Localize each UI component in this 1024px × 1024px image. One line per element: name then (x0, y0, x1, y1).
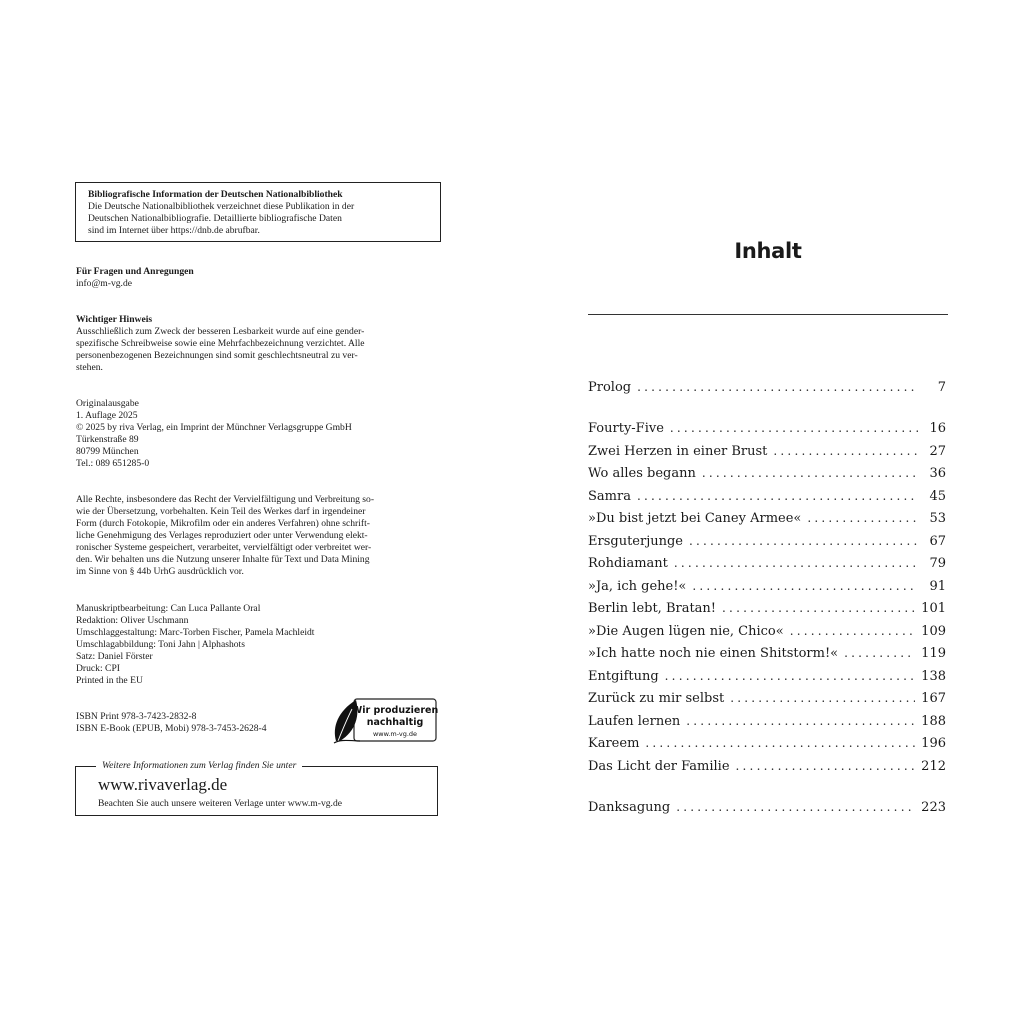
bib-info-line: Deutschen Nationalbibliografie. Detaillierte bibliografische Daten (88, 213, 342, 224)
toc-label: »Ja, ich gehe!« (588, 578, 687, 594)
rights-line: ronischer Systeme gespeichert, verarbeitet, vervielfältigt oder verbreitet wer- (76, 542, 372, 553)
rights-line: Form (durch Fotokopie, Mikrofilm oder ein anderes Verfahren) ohne schrift- (76, 518, 370, 529)
rights-line: im Sinne von § 44b UrhG ausdrücklich vor. (76, 566, 244, 577)
toc-leader (645, 736, 915, 750)
sustainability-badge (330, 697, 438, 745)
important-notice (76, 314, 436, 374)
bib-info-line: Die Deutsche Nationalbibliothek verzeichnet diese Publikation in der (88, 201, 355, 212)
toc-label: Wo alles begann (588, 466, 696, 481)
toc-page-number: 67 (929, 533, 946, 549)
toc-page-number: 27 (929, 443, 946, 459)
imprint-line: © 2025 by riva Verlag, ein Imprint der Münchner Verlagsgruppe GmbH (76, 422, 352, 433)
toc-leader (686, 714, 915, 728)
toc-leader (674, 556, 918, 570)
imprint-line: 80799 München (76, 446, 139, 457)
notice-line: Ausschließlich zum Zweck der besseren Lesbarkeit wurde auf eine gender- (76, 326, 365, 337)
title-divider (588, 314, 948, 315)
credit-line: Printed in the EU (76, 675, 143, 686)
toc-page-number: 7 (937, 380, 946, 395)
toc-leader (730, 691, 915, 705)
toc-leader (692, 579, 918, 593)
rights-notice (76, 494, 437, 578)
notice-heading: Wichtiger Hinweis (76, 314, 153, 325)
imprint-line: 1. Auflage 2025 (76, 410, 138, 421)
toc-leader (637, 489, 918, 503)
toc-label: Rohdiamant (588, 556, 668, 571)
toc-page-number: 91 (929, 578, 946, 594)
credit-line: Umschlaggestaltung: Marc-Torben Fischer, Pamela Machleidt (76, 627, 315, 638)
badge-line-1: Wir produzieren (351, 705, 438, 716)
rights-line: Alle Rechte, insbesondere das Recht der Vervielfältigung und Verbreitung so- (76, 494, 375, 505)
toc-page-number: 53 (929, 511, 946, 526)
leaf-icon (330, 697, 438, 745)
publisher-info-box (75, 760, 438, 816)
isbn-section (76, 711, 326, 735)
toc-page-number: 196 (921, 736, 946, 751)
credit-line: Druck: CPI (76, 663, 120, 674)
toc-entry[interactable] (588, 444, 946, 464)
toc-leader (670, 421, 918, 435)
toc-entry[interactable] (588, 714, 946, 734)
rights-line: liche Genehmigung des Verlages reproduziert oder unter Verwendung elekt- (76, 530, 368, 541)
imprint-line: Türkenstraße 89 (76, 434, 139, 445)
toc-page-number: 138 (921, 668, 946, 684)
toc-page-number: 79 (929, 556, 946, 571)
toc-leader (773, 444, 918, 458)
toc-entry[interactable] (588, 421, 946, 441)
toc-label: Zurück zu mir selbst (588, 691, 725, 706)
publisher-note: Beachten Sie auch unsere weiteren Verlage unter www.m-vg.de (98, 798, 343, 809)
toc-label: Berlin lebt, Bratan! (588, 601, 717, 616)
toc-entry[interactable] (588, 466, 946, 486)
toc-label: »Du bist jetzt bei Caney Armee« (588, 511, 802, 526)
toc-label: »Die Augen lügen nie, Chico« (588, 623, 784, 639)
toc-leader (790, 624, 915, 638)
credit-line: Redaktion: Oliver Uschmann (76, 615, 189, 626)
publisher-box-legend: Weitere Informationen zum Verlag finden Sie unter (96, 760, 302, 772)
toc-page-number: 45 (929, 488, 946, 504)
toc-label: Zwei Herzen in einer Brust (588, 443, 768, 459)
notice-line: personenbezogenen Bezeichnungen sind somit geschlechtsneutral zu ver- (76, 350, 358, 361)
rights-line: wie der Übersetzung, vorbehalten. Kein Teil des Werkes darf in irgendeiner (76, 506, 366, 517)
toc-leader (689, 534, 918, 548)
toc-page-number: 188 (921, 713, 946, 729)
toc-entry[interactable] (588, 691, 946, 711)
bib-info-heading: Bibliografische Information der Deutschen Nationalbibliothek (88, 189, 343, 200)
badge-line-2: nachhaltig (366, 717, 424, 728)
questions-section (76, 266, 438, 290)
toc-entry[interactable] (588, 601, 946, 621)
toc-entry[interactable] (588, 489, 946, 509)
toc-page-number: 36 (929, 466, 946, 481)
toc-leader (807, 511, 918, 525)
contact-email: info@m-vg.de (76, 278, 132, 289)
credit-line: Satz: Daniel Förster (76, 651, 153, 662)
toc-page-number: 212 (921, 758, 946, 774)
toc-entry[interactable] (588, 624, 946, 644)
imprint-line: Originalausgabe (76, 398, 139, 409)
bib-info-line: sind im Internet über https://dnb.de abrufbar. (88, 225, 260, 236)
toc-label: Das Licht der Familie (588, 758, 730, 774)
toc-leader (736, 759, 916, 773)
toc-label: Fourty-Five (588, 421, 664, 436)
notice-line: stehen. (76, 362, 103, 373)
toc-entry[interactable] (588, 579, 946, 599)
credit-line: Umschlagabbildung: Toni Jahn | Alphashots (76, 639, 245, 650)
bibliographic-info-box (75, 182, 441, 242)
rights-line: den. Wir behalten uns die Nutzung unserer Inhalte für Text und Data Mining (76, 554, 370, 565)
page-title: Inhalt (734, 239, 802, 263)
toc-page-number: 223 (921, 800, 946, 815)
imprint-section (76, 398, 436, 470)
toc-leader (665, 669, 916, 683)
toc-entry[interactable] (588, 534, 946, 554)
questions-heading: Für Fragen und Anregungen (76, 266, 194, 277)
toc-entry-acknowledgements[interactable] (588, 800, 946, 820)
toc-entry-prolog[interactable] (588, 380, 946, 400)
credit-line: Manuskriptbearbeitung: Can Luca Pallante Oral (76, 603, 261, 614)
isbn-print: ISBN Print 978-3-7423-2832-8 (76, 711, 197, 722)
toc-entry[interactable] (588, 511, 946, 531)
imprint-line: Tel.: 089 651285-0 (76, 458, 150, 469)
badge-url: www.m-vg.de (372, 730, 418, 738)
toc-page-number: 101 (921, 601, 946, 616)
toc-label: Danksagung (588, 800, 671, 815)
publisher-url[interactable]: www.rivaverlag.de (98, 775, 228, 794)
toc-label: Laufen lernen (588, 713, 681, 729)
toc-label: Kareem (588, 736, 640, 751)
toc-label: Entgiftung (588, 668, 659, 684)
toc-leader (702, 466, 918, 480)
toc-leader (637, 380, 918, 394)
toc-leader (676, 800, 915, 814)
toc-page-number: 16 (929, 421, 946, 436)
toc-page-number: 109 (921, 623, 946, 639)
toc-entry[interactable] (588, 736, 946, 756)
toc-entry[interactable] (588, 556, 946, 576)
toc-entry[interactable] (588, 669, 946, 689)
credits-section (76, 603, 436, 687)
toc-label: Prolog (588, 380, 632, 395)
toc-entry[interactable] (588, 646, 946, 666)
toc-label: »Ich hatte noch nie einen Shitstorm!« (588, 646, 839, 661)
toc-leader (844, 646, 915, 660)
toc-label: Samra (588, 488, 631, 504)
toc-label: Ersguterjunge (588, 533, 683, 549)
isbn-ebook: ISBN E-Book (EPUB, Mobi) 978-3-7453-2628-4 (76, 723, 267, 734)
toc-leader (722, 601, 915, 615)
toc-page-number: 119 (921, 646, 946, 661)
toc-page-number: 167 (921, 691, 946, 706)
toc-entry[interactable] (588, 759, 946, 779)
notice-line: spezifische Schreibweise sowie eine Mehrfachbezeichnung verzichtet. Alle (76, 338, 365, 349)
